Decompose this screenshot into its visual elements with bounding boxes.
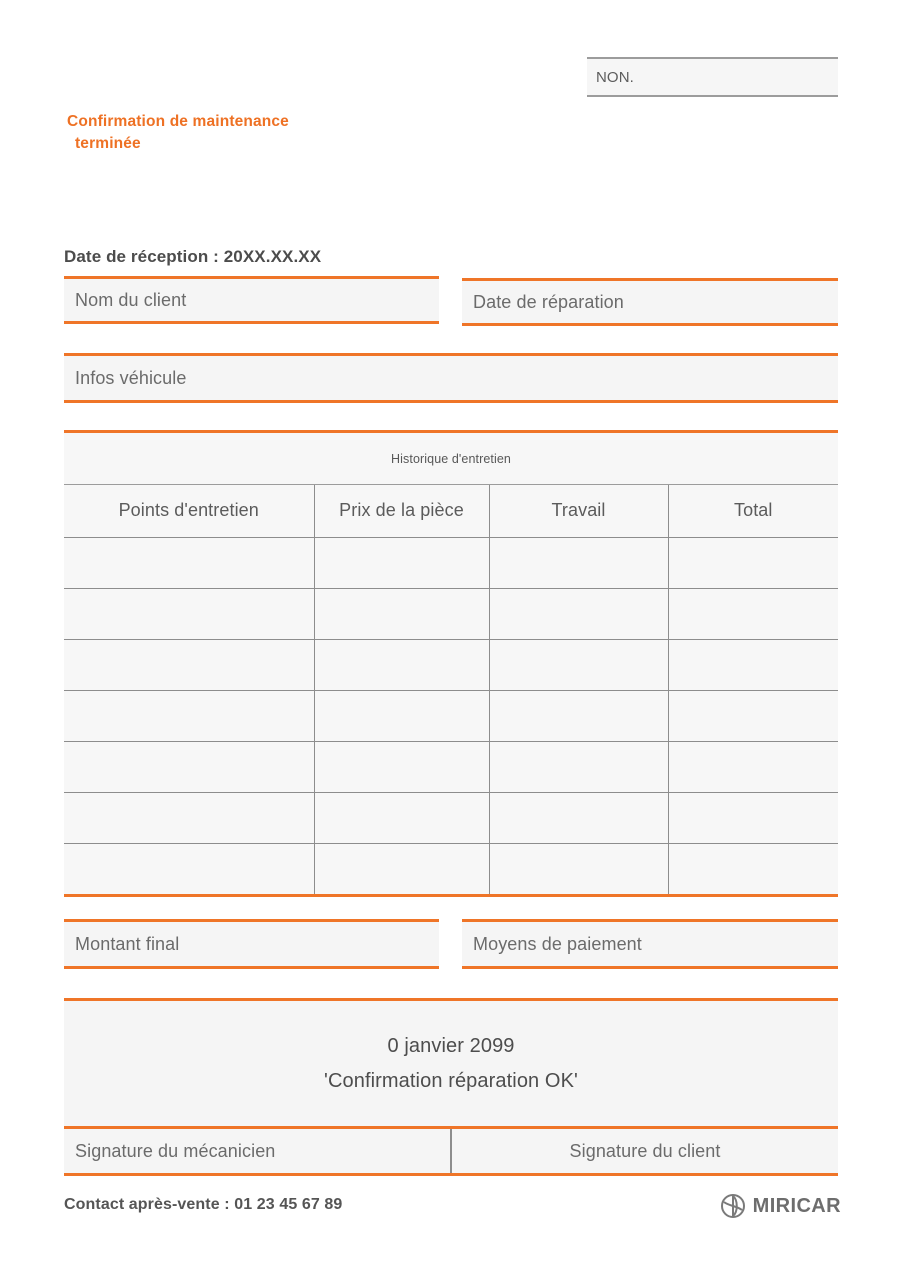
cell-total[interactable] <box>668 741 838 792</box>
cell-points[interactable] <box>64 639 314 690</box>
maintenance-history-table <box>64 430 838 897</box>
table-caption: Historique d'entretien <box>64 433 838 485</box>
table-row[interactable] <box>64 741 838 792</box>
cell-labour[interactable] <box>489 537 668 588</box>
table-row[interactable] <box>64 537 838 588</box>
cell-part-price[interactable] <box>314 792 489 843</box>
cell-points[interactable] <box>64 741 314 792</box>
final-amount-field[interactable] <box>64 919 439 969</box>
cell-labour[interactable] <box>489 690 668 741</box>
cell-part-price[interactable] <box>314 537 489 588</box>
cell-labour[interactable] <box>489 741 668 792</box>
confirmation-text: 'Confirmation réparation OK' <box>324 1069 578 1092</box>
cell-part-price[interactable] <box>314 843 489 894</box>
table-row[interactable] <box>64 690 838 741</box>
client-signature-label: Signature du client <box>569 1140 721 1161</box>
cell-total[interactable] <box>668 588 838 639</box>
column-header-total: Total <box>668 485 838 537</box>
table-row[interactable] <box>64 588 838 639</box>
cell-points[interactable] <box>64 843 314 894</box>
cell-part-price[interactable] <box>314 588 489 639</box>
cell-labour[interactable] <box>489 843 668 894</box>
cell-part-price[interactable] <box>314 639 489 690</box>
reception-date-label: Date de réception : 20XX.XX.XX <box>64 247 322 266</box>
cell-points[interactable] <box>64 792 314 843</box>
table-row[interactable] <box>64 639 838 690</box>
mechanic-signature-label: Signature du mécanicien <box>75 1140 276 1161</box>
cell-points[interactable] <box>64 690 314 741</box>
brand-name: MIRICAR <box>752 1194 841 1217</box>
column-header-part-price: Prix de la pièce <box>314 485 489 537</box>
table-row[interactable] <box>64 792 838 843</box>
cell-labour[interactable] <box>489 639 668 690</box>
page-title-line1: Confirmation de maintenance <box>67 113 289 130</box>
cell-part-price[interactable] <box>314 741 489 792</box>
cell-total[interactable] <box>668 843 838 894</box>
mechanic-signature-field[interactable] <box>64 1129 452 1173</box>
client-signature-field[interactable] <box>452 1129 838 1173</box>
payment-methods-label: Moyens de paiement <box>473 933 642 954</box>
payment-methods-field[interactable] <box>462 919 838 969</box>
document-number-field[interactable] <box>587 57 838 97</box>
cell-total[interactable] <box>668 792 838 843</box>
column-header-points: Points d'entretien <box>64 485 314 537</box>
confirmation-block <box>64 998 838 1126</box>
brand-logo <box>720 1193 841 1219</box>
client-name-label: Nom du client <box>75 289 187 310</box>
column-header-labour: Travail <box>489 485 668 537</box>
vehicle-info-label: Infos véhicule <box>75 367 187 388</box>
client-name-field[interactable] <box>64 276 439 324</box>
page-title-line2: terminée <box>75 135 141 152</box>
cell-labour[interactable] <box>489 792 668 843</box>
cell-total[interactable] <box>668 690 838 741</box>
vehicle-info-field[interactable] <box>64 353 838 403</box>
repair-date-label: Date de réparation <box>473 291 624 312</box>
cell-labour[interactable] <box>489 588 668 639</box>
table-row[interactable] <box>64 843 838 894</box>
signature-row <box>64 1126 838 1176</box>
final-amount-label: Montant final <box>75 933 180 954</box>
confirmation-date: 0 janvier 2099 <box>387 1034 515 1057</box>
page-title <box>67 111 367 155</box>
cell-points[interactable] <box>64 588 314 639</box>
cell-total[interactable] <box>668 639 838 690</box>
table-header-row <box>64 485 838 537</box>
cell-total[interactable] <box>668 537 838 588</box>
miricar-logo-icon <box>720 1193 746 1219</box>
cell-points[interactable] <box>64 537 314 588</box>
document-number-label: NON. <box>596 68 634 86</box>
cell-part-price[interactable] <box>314 690 489 741</box>
repair-date-field[interactable] <box>462 278 838 326</box>
after-sales-contact: Contact après-vente : 01 23 45 67 89 <box>64 1196 343 1213</box>
